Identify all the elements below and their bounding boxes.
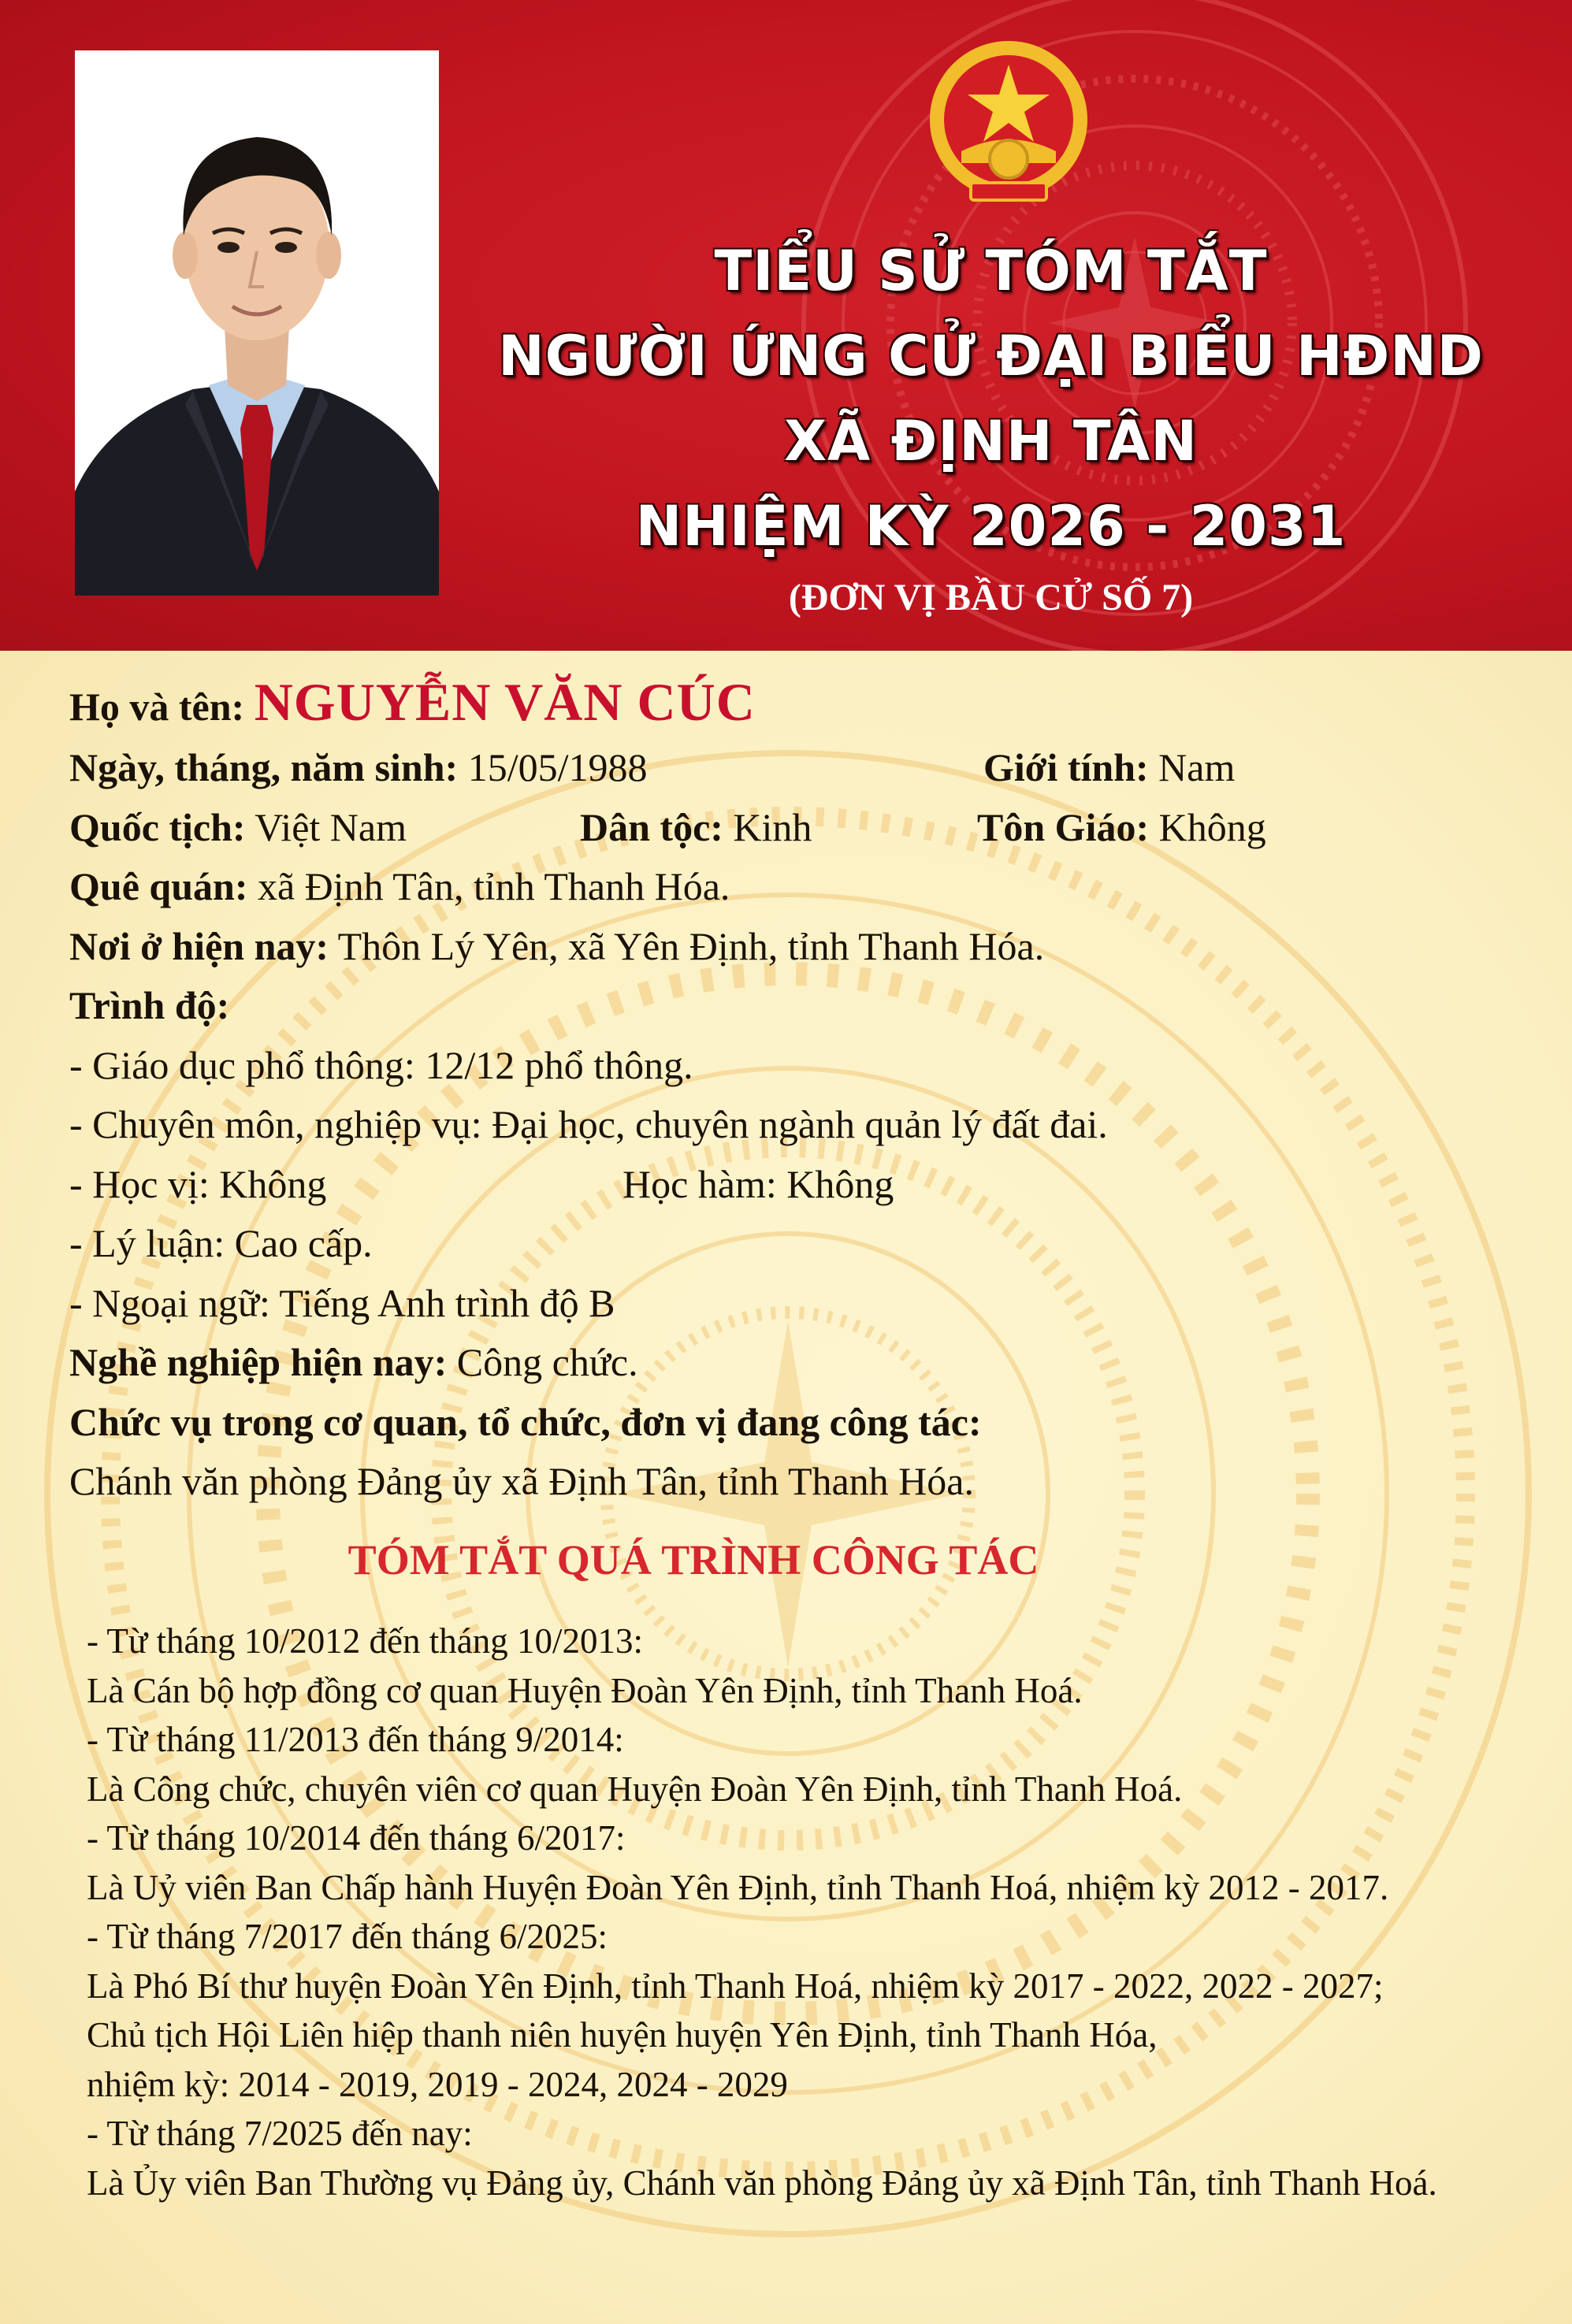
dob-value: 15/05/1988 bbox=[467, 745, 648, 789]
career-line: Là Công chức, chuyên viên cơ quan Huyện Đoàn Yên Định, tỉnh Thanh Hoá. bbox=[87, 1769, 1183, 1809]
career-line: Là Cán bộ hợp đồng cơ quan Huyện Đoàn Yên Định, tỉnh Thanh Hoá. bbox=[87, 1670, 1083, 1710]
nationality-value: Việt Nam bbox=[255, 804, 407, 849]
gender-value: Nam bbox=[1158, 745, 1236, 789]
nationality-row bbox=[69, 798, 1535, 858]
general-education-value: - Giáo dục phổ thông: 12/12 phổ thông. bbox=[69, 1042, 693, 1087]
occupation-value: Công chức. bbox=[456, 1340, 638, 1384]
occupation-row bbox=[69, 1333, 1535, 1393]
language-value: - Ngoại ngữ: Tiếng Anh trình độ B bbox=[69, 1280, 615, 1325]
career-line: Là Phó Bí thư huyện Đoàn Yên Định, tỉnh Thanh Hoá, nhiệm kỳ 2017 - 2022, 2022 - 2027; bbox=[87, 1966, 1384, 2006]
career-line: - Từ tháng 11/2013 đến tháng 9/2014: bbox=[87, 1720, 624, 1759]
hometown-value: xã Định Tân, tỉnh Thanh Hóa. bbox=[257, 864, 730, 908]
national-emblem-icon bbox=[922, 33, 1095, 214]
position-label: Chức vụ trong cơ quan, tổ chức, đơn vị đang công tác: bbox=[69, 1399, 982, 1444]
degree-row bbox=[69, 1155, 1535, 1215]
title-line-2: NGƯỜI ỨNG CỬ ĐẠI BIỂU HĐND bbox=[498, 324, 1484, 388]
career-line: - Từ tháng 7/2017 đến tháng 6/2025: bbox=[87, 1917, 608, 1956]
religion-label: Tôn Giáo: bbox=[977, 804, 1150, 849]
education-heading-row bbox=[69, 976, 1535, 1036]
candidate-name: NGUYỄN VĂN CÚC bbox=[254, 672, 756, 732]
career-line: Chủ tịch Hội Liên hiệp thanh niên huyện huyện Yên Định, tỉnh Thanh Hóa, bbox=[87, 2015, 1158, 2055]
position-value-row bbox=[69, 1452, 1535, 1512]
gender-label: Giới tính: bbox=[983, 745, 1149, 789]
career-section-title: TÓM TẮT QUÁ TRÌNH CÔNG TÁC bbox=[347, 1536, 1039, 1583]
career-line: - Từ tháng 7/2025 đến nay: bbox=[87, 2114, 473, 2153]
career-line: - Từ tháng 10/2012 đến tháng 10/2013: bbox=[87, 1621, 643, 1661]
ethnicity-value: Kinh bbox=[733, 804, 812, 849]
politics-value: - Lý luận: Cao cấp. bbox=[69, 1221, 373, 1265]
career-line: - Từ tháng 10/2014 đến tháng 6/2017: bbox=[87, 1818, 626, 1858]
position-label-row bbox=[69, 1393, 1535, 1453]
dob-row bbox=[69, 738, 1535, 798]
document-title bbox=[441, 228, 1540, 626]
specialty-row bbox=[69, 1095, 1535, 1155]
language-row bbox=[69, 1274, 1535, 1334]
name-row bbox=[69, 666, 1535, 738]
candidate-profile bbox=[69, 666, 1535, 1512]
nationality-label: Quốc tịch: bbox=[69, 804, 246, 849]
residence-value: Thôn Lý Yên, xã Yên Định, tỉnh Thanh Hóa. bbox=[337, 923, 1045, 968]
academic-title-value: Học hàm: Không bbox=[622, 1161, 894, 1206]
title-line-1: TIỂU SỬ TÓM TẮT bbox=[714, 239, 1268, 303]
electoral-unit: (ĐƠN VỊ BẦU CỬ SỐ 7) bbox=[788, 577, 1194, 618]
title-line-3: XÃ ĐỊNH TÂN bbox=[784, 409, 1198, 473]
hometown-label: Quê quán: bbox=[69, 864, 248, 908]
header-banner bbox=[0, 0, 1572, 651]
degree-value: - Học vị: Không bbox=[69, 1161, 327, 1206]
candidate-photo bbox=[75, 50, 439, 596]
name-label: Họ và tên: bbox=[69, 685, 245, 729]
hometown-row bbox=[69, 857, 1535, 917]
education-label: Trình độ: bbox=[69, 983, 230, 1027]
career-line: Là Ủy viên Ban Thường vụ Đảng ủy, Chánh văn phòng Đảng ủy xã Định Tân, tỉnh Thanh Hoá. bbox=[87, 2163, 1437, 2203]
career-line: Là Uỷ viên Ban Chấp hành Huyện Đoàn Yên Định, tỉnh Thanh Hoá, nhiệm kỳ 2012 - 2017. bbox=[87, 1867, 1389, 1907]
religion-value: Không bbox=[1158, 804, 1266, 849]
residence-row bbox=[69, 917, 1535, 977]
general-education-row bbox=[69, 1036, 1535, 1096]
position-value: Chánh văn phòng Đảng ủy xã Định Tân, tỉnh Thanh Hóa. bbox=[69, 1459, 974, 1503]
title-line-4: NHIỆM KỲ 2026 - 2031 bbox=[635, 494, 1347, 559]
occupation-label: Nghề nghiệp hiện nay: bbox=[69, 1340, 448, 1384]
ethnicity-label: Dân tộc: bbox=[580, 804, 723, 849]
portrait-icon bbox=[75, 50, 439, 596]
dob-label: Ngày, tháng, năm sinh: bbox=[69, 745, 459, 789]
residence-label: Nơi ở hiện nay: bbox=[69, 923, 329, 968]
career-history bbox=[87, 1617, 1552, 2207]
career-line: nhiệm kỳ: 2014 - 2019, 2019 - 2024, 2024 - 2029 bbox=[87, 2064, 788, 2104]
specialty-value: - Chuyên môn, nghiệp vụ: Đại học, chuyên ngành quản lý đất đai. bbox=[69, 1102, 1108, 1146]
politics-row bbox=[69, 1214, 1535, 1274]
